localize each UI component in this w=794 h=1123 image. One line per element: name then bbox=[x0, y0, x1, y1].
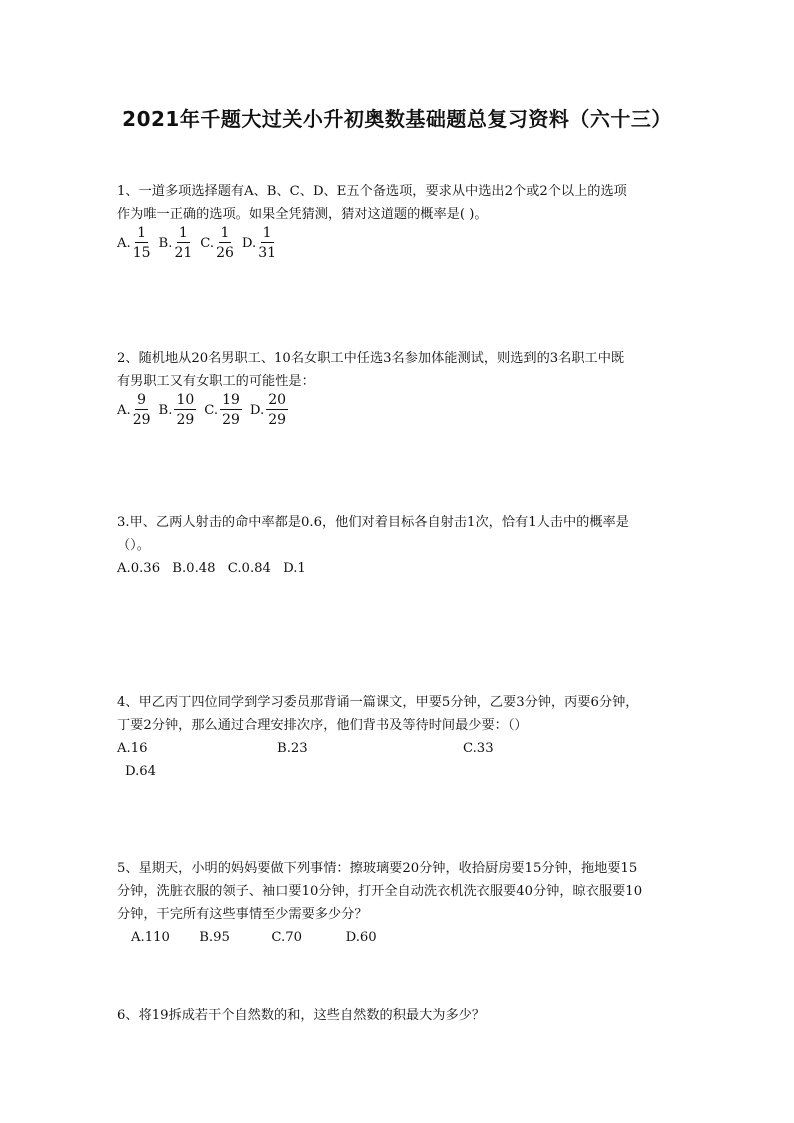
option-d: D.64 bbox=[125, 764, 157, 779]
option-label: B. bbox=[158, 235, 173, 251]
option-label: B. bbox=[158, 402, 173, 418]
fraction bbox=[133, 226, 151, 260]
question-3-line-1: 3.甲、乙两人射击的命中率都是0.6，他们对着目标各自射击1次，恰有1人击中的概率是 bbox=[117, 515, 629, 530]
fraction bbox=[220, 393, 242, 427]
numerator: 10 bbox=[176, 392, 195, 408]
denominator: 29 bbox=[268, 412, 287, 428]
question-5 bbox=[117, 857, 682, 949]
option-c: C.33 bbox=[463, 741, 494, 756]
question-5-line-2: 分钟，洗脏衣服的领子、袖口要10分钟，打开全自动洗衣机洗衣服要40分钟，晾衣服要10 bbox=[117, 884, 643, 899]
fraction bbox=[133, 393, 151, 427]
fraction bbox=[174, 393, 196, 427]
numerator: 1 bbox=[220, 225, 230, 241]
fraction bbox=[266, 393, 288, 427]
numerator: 20 bbox=[268, 392, 287, 408]
option-d: D.60 bbox=[345, 930, 377, 945]
option-label: D. bbox=[241, 235, 257, 251]
option-b: B.95 bbox=[199, 930, 230, 945]
question-3-options bbox=[117, 557, 682, 580]
question-3-line-2: （）。 bbox=[117, 538, 150, 553]
option-b bbox=[159, 393, 197, 427]
fraction bbox=[258, 226, 276, 260]
denominator: 26 bbox=[216, 245, 234, 261]
option-b: B.23 bbox=[277, 741, 308, 756]
option-label: C. bbox=[200, 235, 215, 251]
question-3 bbox=[117, 511, 682, 580]
option-a: A.16 bbox=[117, 741, 148, 756]
question-4-options bbox=[117, 737, 682, 760]
denominator: 31 bbox=[258, 245, 277, 261]
question-4-line-2: 丁要2分钟，那么通过合理安排次序，他们背书及等待时间最少要：（） bbox=[117, 718, 528, 733]
denominator: 15 bbox=[132, 245, 151, 261]
question-2 bbox=[117, 347, 682, 427]
question-5-line-3: 分钟，干完所有这些事情至少需要多少分？ bbox=[117, 907, 368, 922]
numerator: 1 bbox=[137, 225, 147, 241]
option-c bbox=[200, 226, 234, 260]
option-label: A. bbox=[117, 402, 131, 418]
question-2-line-1: 2、随机地从20名男职工、10名女职工中任选3名参加体能测试，则选到的3名职工中既 bbox=[117, 351, 625, 366]
option-d: D.1 bbox=[283, 561, 306, 576]
option-a: A.110 bbox=[131, 930, 170, 945]
option-b: B.0.48 bbox=[172, 561, 216, 576]
question-2-options bbox=[117, 393, 682, 427]
question-4 bbox=[117, 691, 682, 783]
question-1-line-1: 1、一道多项选择题有A、B、C、D、E五个备选项，要求从中选出2个或2个以上的选项 bbox=[117, 184, 627, 199]
option-label: A. bbox=[117, 235, 131, 251]
question-6 bbox=[117, 1004, 682, 1027]
option-d bbox=[242, 226, 276, 260]
question-6-line-1: 6、将19拆成若干个自然数的和，这些自然数的积最大为多少？ bbox=[117, 1008, 486, 1023]
option-label: D. bbox=[249, 402, 265, 418]
denominator: 29 bbox=[222, 412, 240, 428]
question-5-options bbox=[117, 926, 682, 949]
fraction bbox=[174, 226, 192, 260]
option-a bbox=[117, 226, 151, 260]
numerator: 9 bbox=[137, 392, 147, 408]
question-1 bbox=[117, 180, 682, 260]
option-b bbox=[159, 226, 193, 260]
option-c bbox=[204, 393, 242, 427]
page-title: 2021年千题大过关小升初奥数基础题总复习资料（六十三） bbox=[122, 107, 672, 131]
option-label: C. bbox=[204, 402, 219, 418]
numerator: 1 bbox=[262, 225, 272, 241]
question-1-line-2: 作为唯一正确的选项。如果全凭猜测，猜对这道题的概率是( )。 bbox=[117, 207, 488, 222]
option-c: C.0.84 bbox=[227, 561, 271, 576]
denominator: 29 bbox=[132, 412, 151, 428]
option-c: C.70 bbox=[271, 930, 302, 945]
question-5-line-1: 5、星期天，小明的妈妈要做下列事情：擦玻璃要20分钟，收拾厨房要15分钟，拖地要15 bbox=[117, 861, 638, 876]
option-a: A.0.36 bbox=[117, 561, 161, 576]
fraction bbox=[216, 226, 234, 260]
denominator: 21 bbox=[174, 245, 193, 261]
question-4-line-1: 4、甲乙丙丁四位同学到学习委员那背诵一篇课文，甲要5分钟，乙要3分钟，丙要6分钟， bbox=[117, 695, 639, 710]
denominator: 29 bbox=[176, 412, 195, 428]
option-a bbox=[117, 393, 151, 427]
numerator: 1 bbox=[178, 225, 188, 241]
question-1-options bbox=[117, 226, 682, 260]
option-d bbox=[250, 393, 288, 427]
numerator: 19 bbox=[222, 392, 240, 408]
question-2-line-2: 有男职工又有女职工的可能性是： bbox=[117, 374, 315, 389]
